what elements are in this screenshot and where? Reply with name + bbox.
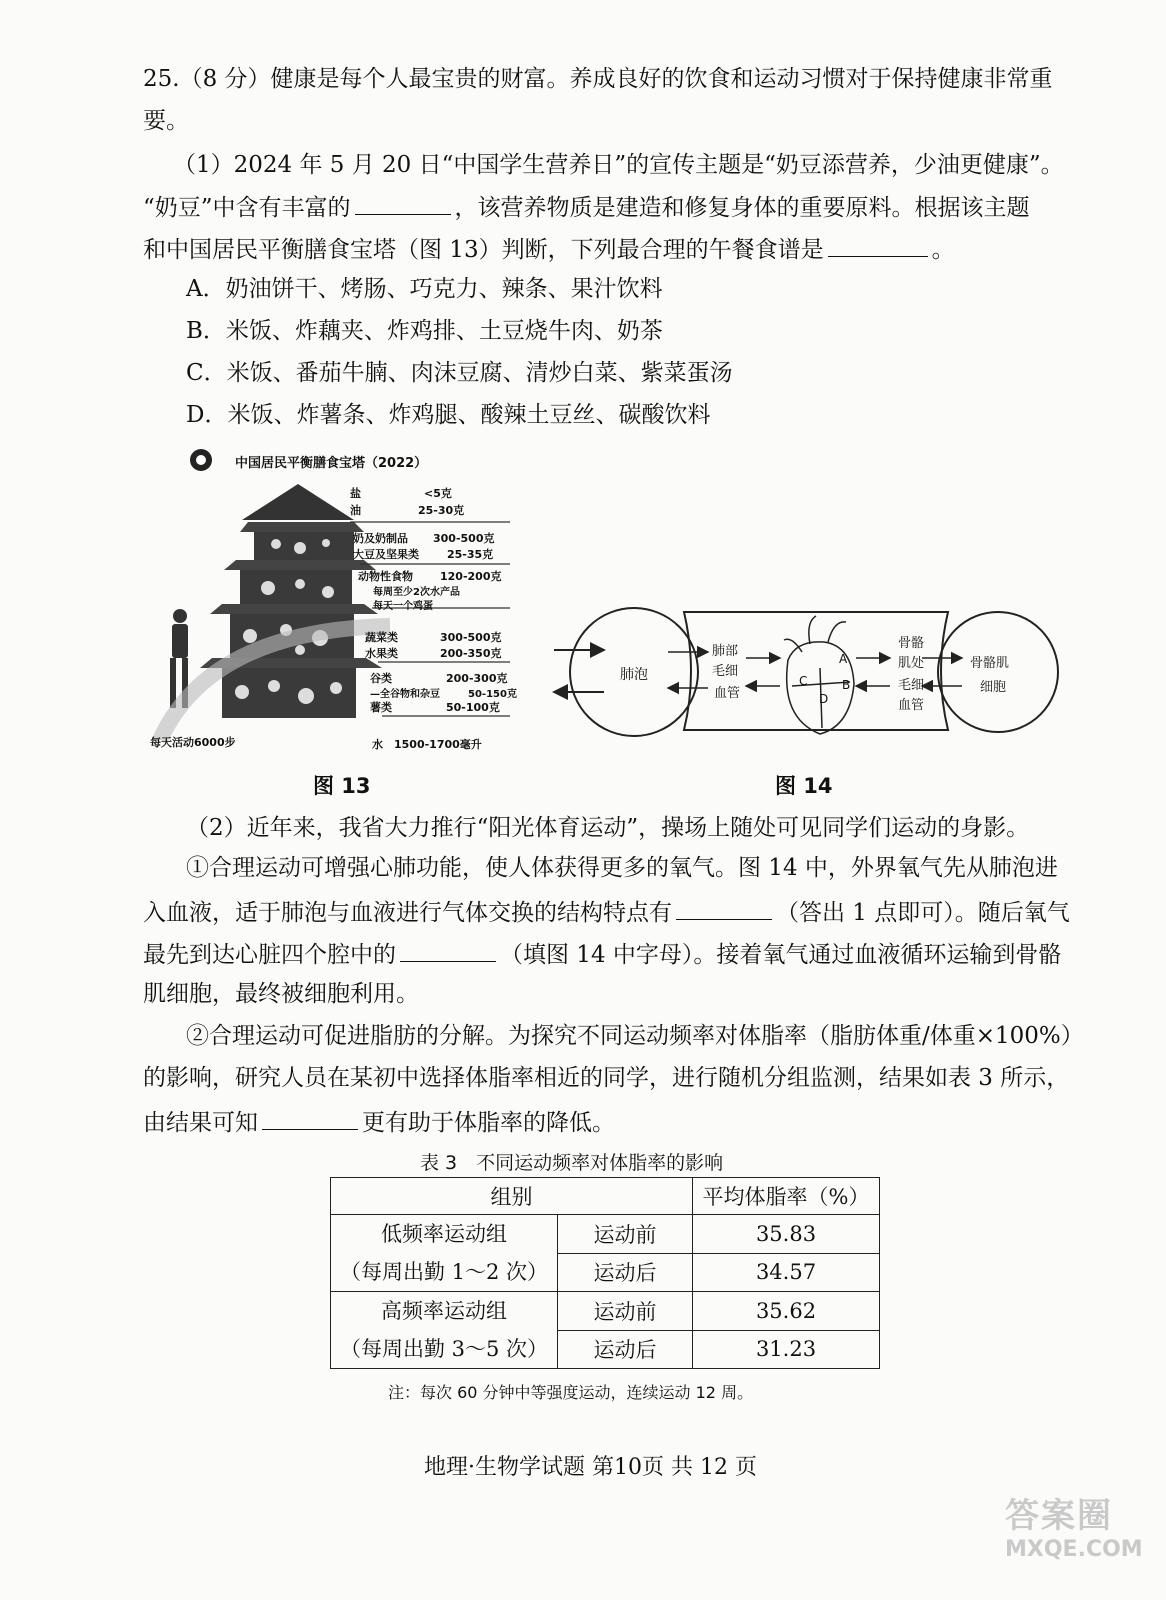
label-lung-capillary-2: 毛细 [712,664,739,679]
heart-icon [784,616,854,734]
label-lung-capillary-3: 血管 [714,686,741,701]
question-intro-cont: 要。 [143,108,189,134]
part2-2-text-a: 由结果可知 [143,1110,258,1136]
answer-blank-menu[interactable] [828,232,928,257]
part2-1-line1: ①合理运动可增强心肺功能，使人体获得更多的氧气。图 14 中，外界氧气先从肺泡进 [186,855,1058,881]
value-salt: <5克 [424,487,452,500]
label-muscle-capillary-4: 血管 [898,698,925,713]
phase-cell: 运动前 [558,1215,693,1254]
note-seafood: 每周至少2次水产品 [373,587,460,598]
part1-line1: （1）2024 年 5 月 20 日“中国学生营养日”的宣传主题是“奶豆添营养，少油更健康”。 [173,152,1064,178]
option-b: B．米饭、炸藕夹、炸鸡排、土豆烧牛肉、奶茶 [186,318,663,344]
circulation-figure [548,600,1060,740]
value-cell: 31.23 [693,1330,880,1369]
table-note: 注：每次 60 分钟中等强度运动，连续运动 12 周。 [388,1383,754,1402]
part1-text-a: “奶豆”中含有丰富的 [143,195,351,221]
watermark-url: MXQE.COM [1005,1537,1143,1562]
label-muscle-capillary-3: 毛细 [898,678,925,693]
label-wholegrain: —全谷物和杂豆 [370,689,440,700]
part2-1-text-c: 最先到达心脏四个腔中的 [143,942,396,968]
value-cell: 35.83 [693,1215,880,1254]
part2-2-line3 [143,1105,615,1138]
label-alveolus: 肺泡 [620,667,648,683]
part1-text-c: 和中国居民平衡膳食宝塔（图 13）判断，下列最合理的午餐食谱是 [143,237,824,263]
answer-blank-structure[interactable] [676,895,772,920]
group-cell-low [331,1215,558,1292]
value-cell: 35.62 [693,1292,880,1331]
value-wholegrain: 50-150克 [468,689,517,700]
label-grain: 谷类 [370,672,392,685]
group-detail-low: （每周出勤 1～2 次） [339,1260,549,1284]
answer-blank-chamber[interactable] [400,937,496,962]
group-detail-high: （每周出勤 3～5 次） [339,1337,549,1361]
group-name-low: 低频率运动组 [381,1222,507,1246]
pyramid-roof [242,484,354,520]
value-fruit: 200-350克 [440,647,502,660]
table-row [331,1292,880,1331]
part1-line3 [143,232,955,265]
value-vegetable: 300-500克 [440,631,502,644]
answer-blank-nutrient[interactable] [355,190,451,215]
part2-2-line1: ②合理运动可促进脂肪的分解。为探究不同运动频率对体脂率（脂肪体重/体重×100%） [186,1023,1084,1049]
part1-text-b: ，该营养物质是建造和修复身体的重要原料。根据该主题 [454,195,1030,221]
label-vegetable: 蔬菜类 [365,631,398,644]
part2-1-text-a: 入血液，适于肺泡与血液进行气体交换的结构特点有 [143,900,672,926]
label-muscle-cell-1: 骨骼肌 [970,656,1010,671]
value-tuber: 50-100克 [446,701,500,714]
muscle-cell-circle [938,612,1058,732]
watermark-logo [1005,1488,1155,1588]
label-muscle-capillary-2: 肌处 [898,656,925,671]
part2-1-text-d: （填图 14 中字母）。接着氧气通过血液循环运输到骨骼 [500,942,1062,968]
heart-chamber-a: A [839,652,848,666]
option-c: C．米饭、番茄牛腩、肉沫豆腐、清炒白菜、紫菜蛋汤 [186,360,733,386]
food-pyramid-figure [150,440,550,760]
label-lung-capillary-1: 肺部 [712,644,739,659]
heart-chamber-d: D [819,692,829,706]
label-milk: 奶及奶制品 [353,532,408,545]
value-oil: 25-30克 [418,504,465,517]
value-soy: 25-35克 [447,548,494,561]
heart-chamber-b: B [842,678,851,692]
label-animal: 动物性食物 [358,570,413,583]
label-oil: 油 [350,504,361,517]
part2-1-text-b: （答出 1 点即可）。随后氧气 [776,900,1070,926]
group-name-high: 高频率运动组 [381,1299,507,1323]
value-grain: 200-300克 [446,672,508,685]
part2-1-line4: 肌细胞，最终被细胞利用。 [143,981,419,1007]
label-salt: 盐 [350,487,361,500]
value-animal: 120-200克 [440,570,502,583]
figure14-caption: 图 14 [775,774,833,798]
phase-cell: 运动前 [558,1292,693,1331]
value-cell: 34.57 [693,1253,880,1292]
phase-cell: 运动后 [558,1330,693,1369]
label-fruit: 水果类 [365,647,398,660]
part2-2-line2: 的影响，研究人员在某初中选择体脂率相近的同学，进行随机分组监测，结果如表 3 所示， [143,1065,1070,1091]
phase-cell: 运动后 [558,1253,693,1292]
part1-line2 [143,190,1030,223]
option-d: D．米饭、炸薯条、炸鸡腿、酸辣土豆丝、碳酸饮料 [186,402,711,428]
option-a: A．奶油饼干、烤肠、巧克力、辣条、果汁饮料 [186,276,663,302]
label-tuber: 薯类 [370,701,392,714]
label-muscle-cell-2: 细胞 [980,680,1007,695]
part1-text-d: 。 [931,237,955,263]
pyramid-title: 中国居民平衡膳食宝塔（2022） [235,456,428,471]
part2-2-text-b: 更有助于体脂率的降低。 [362,1110,615,1136]
group-cell-high [331,1292,558,1369]
part2-line1: （2）近年来，我省大力推行“阳光体育运动”，操场上随处可见同学们运动的身影。 [186,815,1030,841]
part2-1-line2 [143,895,1070,928]
value-milk: 300-500克 [433,532,495,545]
figure13-caption: 图 13 [313,774,371,798]
part2-1-line3 [143,937,1061,970]
activity-note: 每天活动6000步 [150,736,236,749]
body-fat-table [330,1177,880,1369]
answer-blank-frequency[interactable] [262,1105,358,1130]
header-group: 组别 [331,1178,693,1215]
table-row [331,1215,880,1254]
table-caption: 表 3 不同运动频率对体脂率的影响 [420,1152,724,1174]
table-header-row [331,1178,880,1215]
heart-chamber-c: C [799,674,808,688]
question-intro: 25.（8 分）健康是每个人最宝贵的财富。养成良好的饮食和运动习惯对于保持健康非常重 [143,66,1053,92]
label-muscle-capillary-1: 骨骼 [898,636,925,651]
note-egg: 每天一个鸡蛋 [373,601,433,612]
header-value: 平均体脂率（%） [693,1178,880,1215]
page-footer: 地理·生物学试题 第10页 共 12 页 [424,1455,757,1480]
label-soy: 大豆及坚果类 [353,548,419,561]
watermark-text: 答案圈 [1005,1496,1113,1536]
water-note: 水 1500-1700毫升 [372,738,482,751]
